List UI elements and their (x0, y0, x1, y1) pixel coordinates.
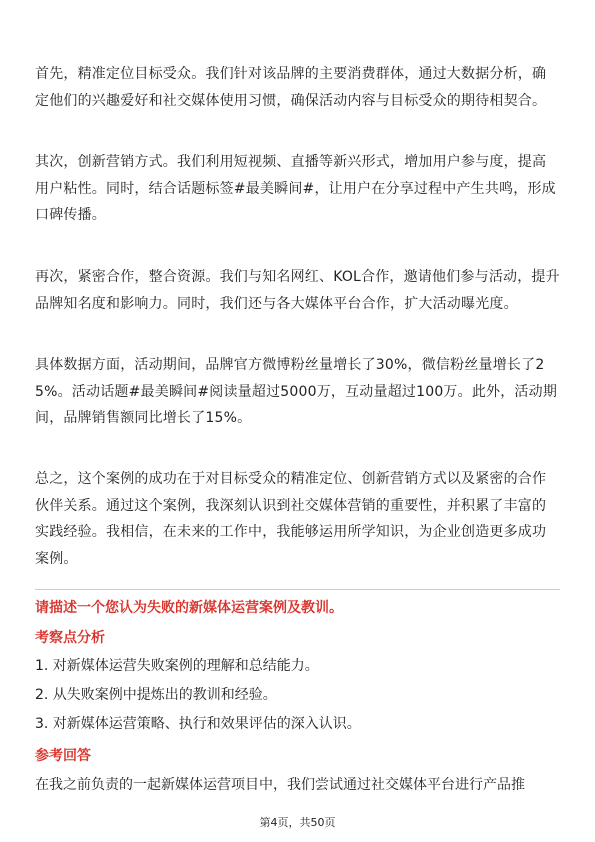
section-divider (35, 589, 560, 590)
paragraph-summary: 总之，这个案例的成功在于对目标受众的精准定位、创新营销方式以及紧密的合作伙伴关系。通过这个案例，我深刻认识到社交媒体营销的重要性，并积累了丰富的实践经验。我相信，在未来的工作中，我能够运用所学知识，为企业创造更多成功案例。 (35, 471, 547, 567)
answer-heading: 参考回答 (35, 748, 91, 764)
paragraph-data: 具体数据方面，活动期间，品牌官方微博粉丝量增长了30%，微信粉丝量增长了25%。活动话题#最美瞬间#阅读量超过5000万，互动量超过100万。此外，活动期间，品牌销售额同比增长了15%。 (35, 357, 558, 426)
paragraph-targeting: 首先，精准定位目标受众。我们针对该品牌的主要消费群体，通过大数据分析，确定他们的兴趣爱好和社交媒体使用习惯，确保活动内容与目标受众的期待相契合。 (35, 66, 547, 109)
question-title: 请描述一个您认为失败的新媒体运营案例及教训。 (35, 600, 343, 616)
paragraph-innovation: 其次，创新营销方式。我们利用短视频、直播等新兴形式，增加用户参与度，提高用户粘性。同时，结合话题标签#最美瞬间#，让用户在分享过程中产生共鸣，形成口碑传播。 (35, 154, 556, 223)
analysis-item-2: 2. 从失败案例中提炼出的教训和经验。 (35, 687, 277, 703)
analysis-item-1: 1. 对新媒体运营失败案例的理解和总结能力。 (35, 658, 319, 674)
analysis-item-3: 3. 对新媒体运营策略、执行和效果评估的深入认识。 (35, 716, 361, 732)
answer-text: 在我之前负责的一起新媒体运营项目中，我们尝试通过社交媒体平台进行产品推 (35, 777, 525, 793)
paragraph-cooperation: 再次，紧密合作，整合资源。我们与知名网红、KOL合作，邀请他们参与活动，提升品牌知名度和影响力。同时，我们还与各大媒体平台合作，扩大活动曝光度。 (35, 269, 560, 312)
analysis-heading: 考察点分析 (35, 630, 105, 646)
page-number: 第4页，共50页 (259, 816, 336, 829)
